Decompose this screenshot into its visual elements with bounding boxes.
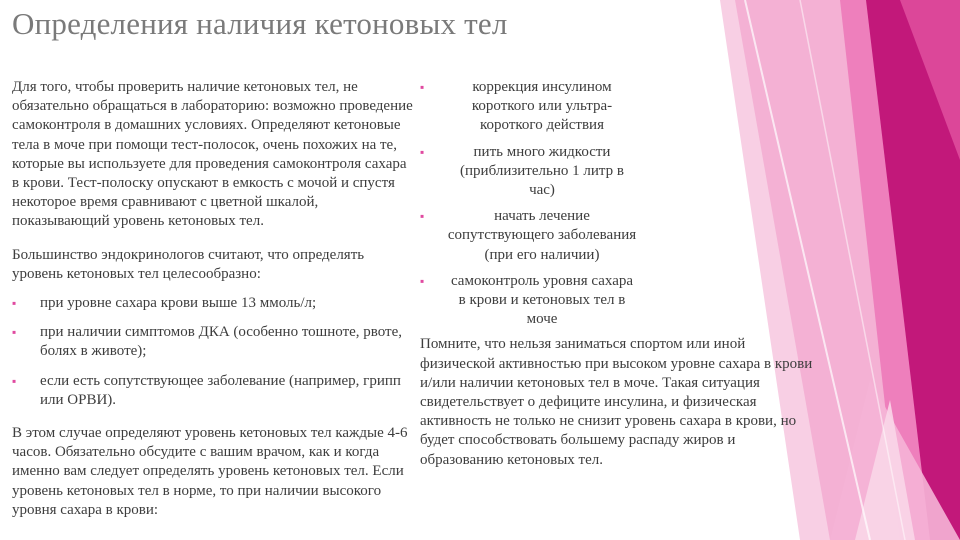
- list-item: [420, 78, 830, 136]
- bullet-icon: ▪: [12, 325, 17, 340]
- warning-note: Помните, что нельзя заниматься спортом или иной физической активностью при высоком уровне сахара в крови и/или наличии кетоновых тел в моче. Такая ситуация свидетельствует о дефиците инсулина, и физическая активность не только не снизит уровень сахара в крови, но будет способствовать большему распаду жиров и образованию кетоновых тел.: [420, 336, 813, 468]
- list-item-text: при уровне сахара крови выше 13 ммоль/л;: [40, 295, 317, 312]
- list-item: [420, 143, 830, 201]
- bullet-icon: ▪: [420, 209, 425, 224]
- lead-paragraph: Большинство эндокринологов считают, что определять уровень кетоновых тел целесообразно:: [12, 246, 365, 282]
- list-item: [12, 294, 417, 313]
- list-item-text: начать лечение сопутствующего заболевания (при его наличии): [447, 208, 637, 263]
- bullet-icon: ▪: [420, 144, 425, 159]
- list-item-text: самоконтроль уровня сахара в крови и кетоновых тел в моче: [450, 272, 634, 328]
- list-item-text: если есть сопутствующее заболевание (например, грипп или ОРВИ).: [40, 372, 401, 408]
- list-item: [420, 207, 830, 265]
- right-column: [420, 78, 830, 485]
- bullet-icon: ▪: [12, 296, 17, 311]
- slide-title: Определения наличия кетоновых тел: [12, 6, 508, 41]
- bullet-icon: ▪: [420, 80, 425, 94]
- bullet-icon: ▪: [12, 373, 17, 388]
- list-item-text: пить много жидкости (приблизительно 1 литр в час): [460, 143, 624, 199]
- bullet-icon: ▪: [420, 273, 425, 288]
- outro-paragraph: В этом случае определяют уровень кетоновых тел каждые 4-6 часов. Обязательно обсудите с вашим врачом, как и когда именно вам следует определять уровень кетоновых тел. Если уровень кетоновых тел в норме, то при наличии высокого уровня сахара в крови:: [12, 425, 408, 518]
- list-item: [420, 272, 830, 330]
- intro-paragraph: Для того, чтобы проверить наличие кетоновых тел, не обязательно обращаться в лабораторию: возможно проведение самоконтроля в домашних условиях. Определяют кетоновые тела в моче при помощи тест-полосок, очень похожих на те, которые вы используете для проведения самоконтроля сахара в крови. Тест-полоску опускают в емкость с мочой и спустя некоторое время сравнивают с цветной шкалой, показывающий уровень кетоновых тел.: [12, 79, 413, 230]
- list-item: [12, 323, 417, 361]
- list-item-text: коррекция инсулином короткого или ультра-короткого действия: [471, 79, 613, 134]
- list-item: [12, 372, 417, 410]
- list-item-text: при наличии симптомов ДКА (особенно тошноте, рвоте, болях в животе);: [40, 324, 403, 360]
- left-column: [12, 78, 417, 520]
